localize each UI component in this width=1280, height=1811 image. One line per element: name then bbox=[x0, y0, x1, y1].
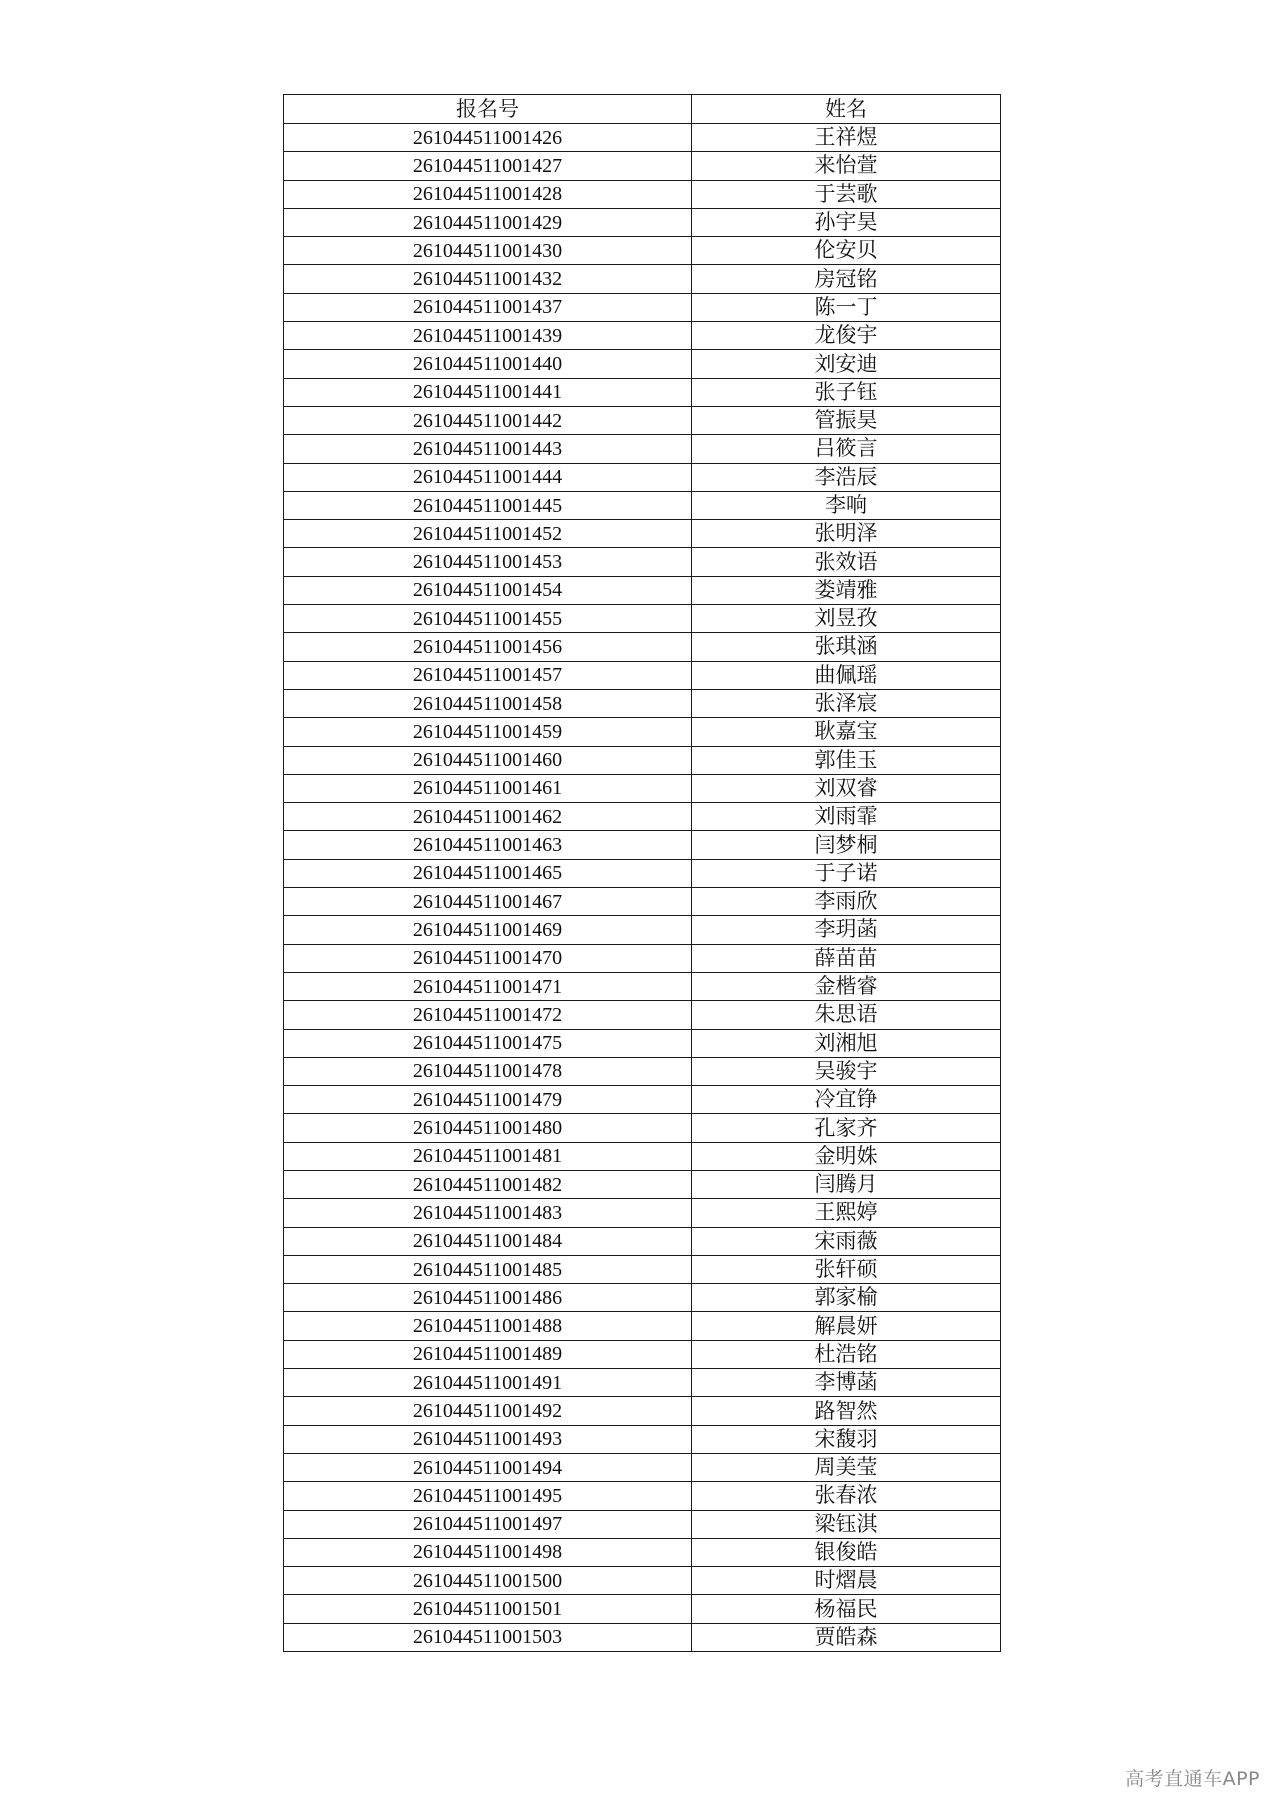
registration-number-cell: 261044511001429 bbox=[284, 208, 692, 236]
student-name-cell: 刘安迪 bbox=[692, 350, 1001, 378]
student-name-cell: 金楷睿 bbox=[692, 972, 1001, 1000]
student-name-cell: 张子钰 bbox=[692, 378, 1001, 406]
table-row bbox=[284, 1057, 1001, 1085]
student-name-cell: 杨福民 bbox=[692, 1595, 1001, 1623]
registration-number-cell: 261044511001462 bbox=[284, 803, 692, 831]
table-row bbox=[284, 1538, 1001, 1566]
registration-number-cell: 261044511001430 bbox=[284, 237, 692, 265]
header-registration-number: 报名号 bbox=[284, 95, 692, 124]
student-name-cell: 王祥煜 bbox=[692, 124, 1001, 152]
table-row bbox=[284, 1255, 1001, 1283]
student-name-cell: 杜浩铭 bbox=[692, 1340, 1001, 1368]
registration-number-cell: 261044511001484 bbox=[284, 1227, 692, 1255]
table-row bbox=[284, 1369, 1001, 1397]
table-row bbox=[284, 1567, 1001, 1595]
student-name-cell: 郭佳玉 bbox=[692, 746, 1001, 774]
registration-number-cell: 261044511001442 bbox=[284, 406, 692, 434]
student-name-cell: 伦安贝 bbox=[692, 237, 1001, 265]
registration-number-cell: 261044511001471 bbox=[284, 972, 692, 1000]
registration-number-cell: 261044511001427 bbox=[284, 152, 692, 180]
registration-number-cell: 261044511001444 bbox=[284, 463, 692, 491]
table-row bbox=[284, 803, 1001, 831]
table-row bbox=[284, 718, 1001, 746]
registration-number-cell: 261044511001485 bbox=[284, 1255, 692, 1283]
student-name-cell: 耿嘉宝 bbox=[692, 718, 1001, 746]
table-row bbox=[284, 548, 1001, 576]
student-name-cell: 刘双睿 bbox=[692, 774, 1001, 802]
student-name-cell: 李响 bbox=[692, 491, 1001, 519]
student-name-cell: 张轩硕 bbox=[692, 1255, 1001, 1283]
registration-number-cell: 261044511001432 bbox=[284, 265, 692, 293]
student-name-cell: 张效语 bbox=[692, 548, 1001, 576]
table-row bbox=[284, 237, 1001, 265]
table-row bbox=[284, 208, 1001, 236]
table-row bbox=[284, 435, 1001, 463]
student-name-cell: 陈一丁 bbox=[692, 293, 1001, 321]
student-name-cell: 张春浓 bbox=[692, 1482, 1001, 1510]
registration-number-cell: 261044511001463 bbox=[284, 831, 692, 859]
student-name-cell: 张明泽 bbox=[692, 520, 1001, 548]
registration-number-cell: 261044511001498 bbox=[284, 1538, 692, 1566]
student-name-cell: 刘湘旭 bbox=[692, 1029, 1001, 1057]
student-name-cell: 路智然 bbox=[692, 1397, 1001, 1425]
table-row bbox=[284, 576, 1001, 604]
student-name-cell: 李玥菡 bbox=[692, 916, 1001, 944]
student-name-cell: 李浩辰 bbox=[692, 463, 1001, 491]
registration-number-cell: 261044511001472 bbox=[284, 1001, 692, 1029]
registration-number-cell: 261044511001445 bbox=[284, 491, 692, 519]
student-name-cell: 王熙婷 bbox=[692, 1199, 1001, 1227]
registration-number-cell: 261044511001460 bbox=[284, 746, 692, 774]
table-row bbox=[284, 1312, 1001, 1340]
table-row bbox=[284, 1029, 1001, 1057]
table-row bbox=[284, 378, 1001, 406]
table-row bbox=[284, 633, 1001, 661]
table-row bbox=[284, 1623, 1001, 1651]
table-row bbox=[284, 1595, 1001, 1623]
student-name-cell: 于子诺 bbox=[692, 859, 1001, 887]
table-row bbox=[284, 774, 1001, 802]
table-row bbox=[284, 1001, 1001, 1029]
table-row bbox=[284, 972, 1001, 1000]
registration-number-cell: 261044511001489 bbox=[284, 1340, 692, 1368]
registration-number-cell: 261044511001458 bbox=[284, 689, 692, 717]
table-row bbox=[284, 1142, 1001, 1170]
table-row bbox=[284, 1482, 1001, 1510]
table-row bbox=[284, 1114, 1001, 1142]
registration-number-cell: 261044511001443 bbox=[284, 435, 692, 463]
table-row bbox=[284, 1284, 1001, 1312]
document-page bbox=[283, 94, 1000, 1652]
registration-number-cell: 261044511001428 bbox=[284, 180, 692, 208]
table-row bbox=[284, 944, 1001, 972]
table-row bbox=[284, 1340, 1001, 1368]
registration-number-cell: 261044511001439 bbox=[284, 322, 692, 350]
registration-number-cell: 261044511001483 bbox=[284, 1199, 692, 1227]
registration-number-cell: 261044511001452 bbox=[284, 520, 692, 548]
student-name-cell: 宋馥羽 bbox=[692, 1425, 1001, 1453]
student-name-cell: 贾皓森 bbox=[692, 1623, 1001, 1651]
student-name-cell: 李博菡 bbox=[692, 1369, 1001, 1397]
registration-number-cell: 261044511001482 bbox=[284, 1170, 692, 1198]
admission-list-table bbox=[283, 94, 1001, 1652]
registration-number-cell: 261044511001454 bbox=[284, 576, 692, 604]
table-row bbox=[284, 859, 1001, 887]
student-name-cell: 娄靖雅 bbox=[692, 576, 1001, 604]
registration-number-cell: 261044511001459 bbox=[284, 718, 692, 746]
table-row bbox=[284, 293, 1001, 321]
table-row bbox=[284, 1170, 1001, 1198]
registration-number-cell: 261044511001441 bbox=[284, 378, 692, 406]
table-row bbox=[284, 124, 1001, 152]
table-row bbox=[284, 406, 1001, 434]
registration-number-cell: 261044511001478 bbox=[284, 1057, 692, 1085]
table-row bbox=[284, 1199, 1001, 1227]
registration-number-cell: 261044511001457 bbox=[284, 661, 692, 689]
table-row bbox=[284, 605, 1001, 633]
table-row bbox=[284, 1086, 1001, 1114]
registration-number-cell: 261044511001488 bbox=[284, 1312, 692, 1340]
student-name-cell: 于芸歌 bbox=[692, 180, 1001, 208]
registration-number-cell: 261044511001503 bbox=[284, 1623, 692, 1651]
student-name-cell: 梁钰淇 bbox=[692, 1510, 1001, 1538]
student-name-cell: 薛苗苗 bbox=[692, 944, 1001, 972]
registration-number-cell: 261044511001492 bbox=[284, 1397, 692, 1425]
student-name-cell: 房冠铭 bbox=[692, 265, 1001, 293]
table-header bbox=[284, 95, 1001, 124]
student-name-cell: 解晨妍 bbox=[692, 1312, 1001, 1340]
registration-number-cell: 261044511001426 bbox=[284, 124, 692, 152]
table-row bbox=[284, 1453, 1001, 1481]
registration-number-cell: 261044511001470 bbox=[284, 944, 692, 972]
registration-number-cell: 261044511001479 bbox=[284, 1086, 692, 1114]
registration-number-cell: 261044511001501 bbox=[284, 1595, 692, 1623]
header-row bbox=[284, 95, 1001, 124]
student-name-cell: 刘昱孜 bbox=[692, 605, 1001, 633]
student-name-cell: 张琪涵 bbox=[692, 633, 1001, 661]
registration-number-cell: 261044511001497 bbox=[284, 1510, 692, 1538]
registration-number-cell: 261044511001465 bbox=[284, 859, 692, 887]
student-name-cell: 管振昊 bbox=[692, 406, 1001, 434]
student-name-cell: 周美莹 bbox=[692, 1453, 1001, 1481]
table-row bbox=[284, 746, 1001, 774]
student-name-cell: 孙宇昊 bbox=[692, 208, 1001, 236]
student-name-cell: 吕筱言 bbox=[692, 435, 1001, 463]
student-name-cell: 郭家榆 bbox=[692, 1284, 1001, 1312]
registration-number-cell: 261044511001495 bbox=[284, 1482, 692, 1510]
registration-number-cell: 261044511001456 bbox=[284, 633, 692, 661]
table-body bbox=[284, 124, 1001, 1652]
table-row bbox=[284, 661, 1001, 689]
table-row bbox=[284, 888, 1001, 916]
registration-number-cell: 261044511001467 bbox=[284, 888, 692, 916]
table-row bbox=[284, 520, 1001, 548]
student-name-cell: 张泽宸 bbox=[692, 689, 1001, 717]
registration-number-cell: 261044511001493 bbox=[284, 1425, 692, 1453]
registration-number-cell: 261044511001469 bbox=[284, 916, 692, 944]
registration-number-cell: 261044511001455 bbox=[284, 605, 692, 633]
table-row bbox=[284, 491, 1001, 519]
student-name-cell: 孔家齐 bbox=[692, 1114, 1001, 1142]
student-name-cell: 龙俊宇 bbox=[692, 322, 1001, 350]
registration-number-cell: 261044511001480 bbox=[284, 1114, 692, 1142]
registration-number-cell: 261044511001461 bbox=[284, 774, 692, 802]
table-row bbox=[284, 1510, 1001, 1538]
student-name-cell: 银俊皓 bbox=[692, 1538, 1001, 1566]
student-name-cell: 来怡萱 bbox=[692, 152, 1001, 180]
table-row bbox=[284, 265, 1001, 293]
student-name-cell: 曲佩瑶 bbox=[692, 661, 1001, 689]
header-name: 姓名 bbox=[692, 95, 1001, 124]
registration-number-cell: 261044511001486 bbox=[284, 1284, 692, 1312]
table-row bbox=[284, 916, 1001, 944]
registration-number-cell: 261044511001453 bbox=[284, 548, 692, 576]
table-row bbox=[284, 152, 1001, 180]
table-row bbox=[284, 831, 1001, 859]
registration-number-cell: 261044511001475 bbox=[284, 1029, 692, 1057]
student-name-cell: 朱思语 bbox=[692, 1001, 1001, 1029]
student-name-cell: 冷宜铮 bbox=[692, 1086, 1001, 1114]
table-row bbox=[284, 463, 1001, 491]
table-row bbox=[284, 1227, 1001, 1255]
student-name-cell: 闫腾月 bbox=[692, 1170, 1001, 1198]
table-row bbox=[284, 689, 1001, 717]
student-name-cell: 李雨欣 bbox=[692, 888, 1001, 916]
table-row bbox=[284, 180, 1001, 208]
student-name-cell: 刘雨霏 bbox=[692, 803, 1001, 831]
table-row bbox=[284, 322, 1001, 350]
student-name-cell: 吴骏宇 bbox=[692, 1057, 1001, 1085]
watermark-text: 高考直通车APP bbox=[1125, 1768, 1260, 1790]
registration-number-cell: 261044511001437 bbox=[284, 293, 692, 321]
student-name-cell: 宋雨薇 bbox=[692, 1227, 1001, 1255]
table-row bbox=[284, 350, 1001, 378]
registration-number-cell: 261044511001500 bbox=[284, 1567, 692, 1595]
registration-number-cell: 261044511001494 bbox=[284, 1453, 692, 1481]
student-name-cell: 时熠晨 bbox=[692, 1567, 1001, 1595]
table-row bbox=[284, 1397, 1001, 1425]
registration-number-cell: 261044511001440 bbox=[284, 350, 692, 378]
student-name-cell: 金明姝 bbox=[692, 1142, 1001, 1170]
table-row bbox=[284, 1425, 1001, 1453]
registration-number-cell: 261044511001491 bbox=[284, 1369, 692, 1397]
registration-number-cell: 261044511001481 bbox=[284, 1142, 692, 1170]
student-name-cell: 闫梦桐 bbox=[692, 831, 1001, 859]
